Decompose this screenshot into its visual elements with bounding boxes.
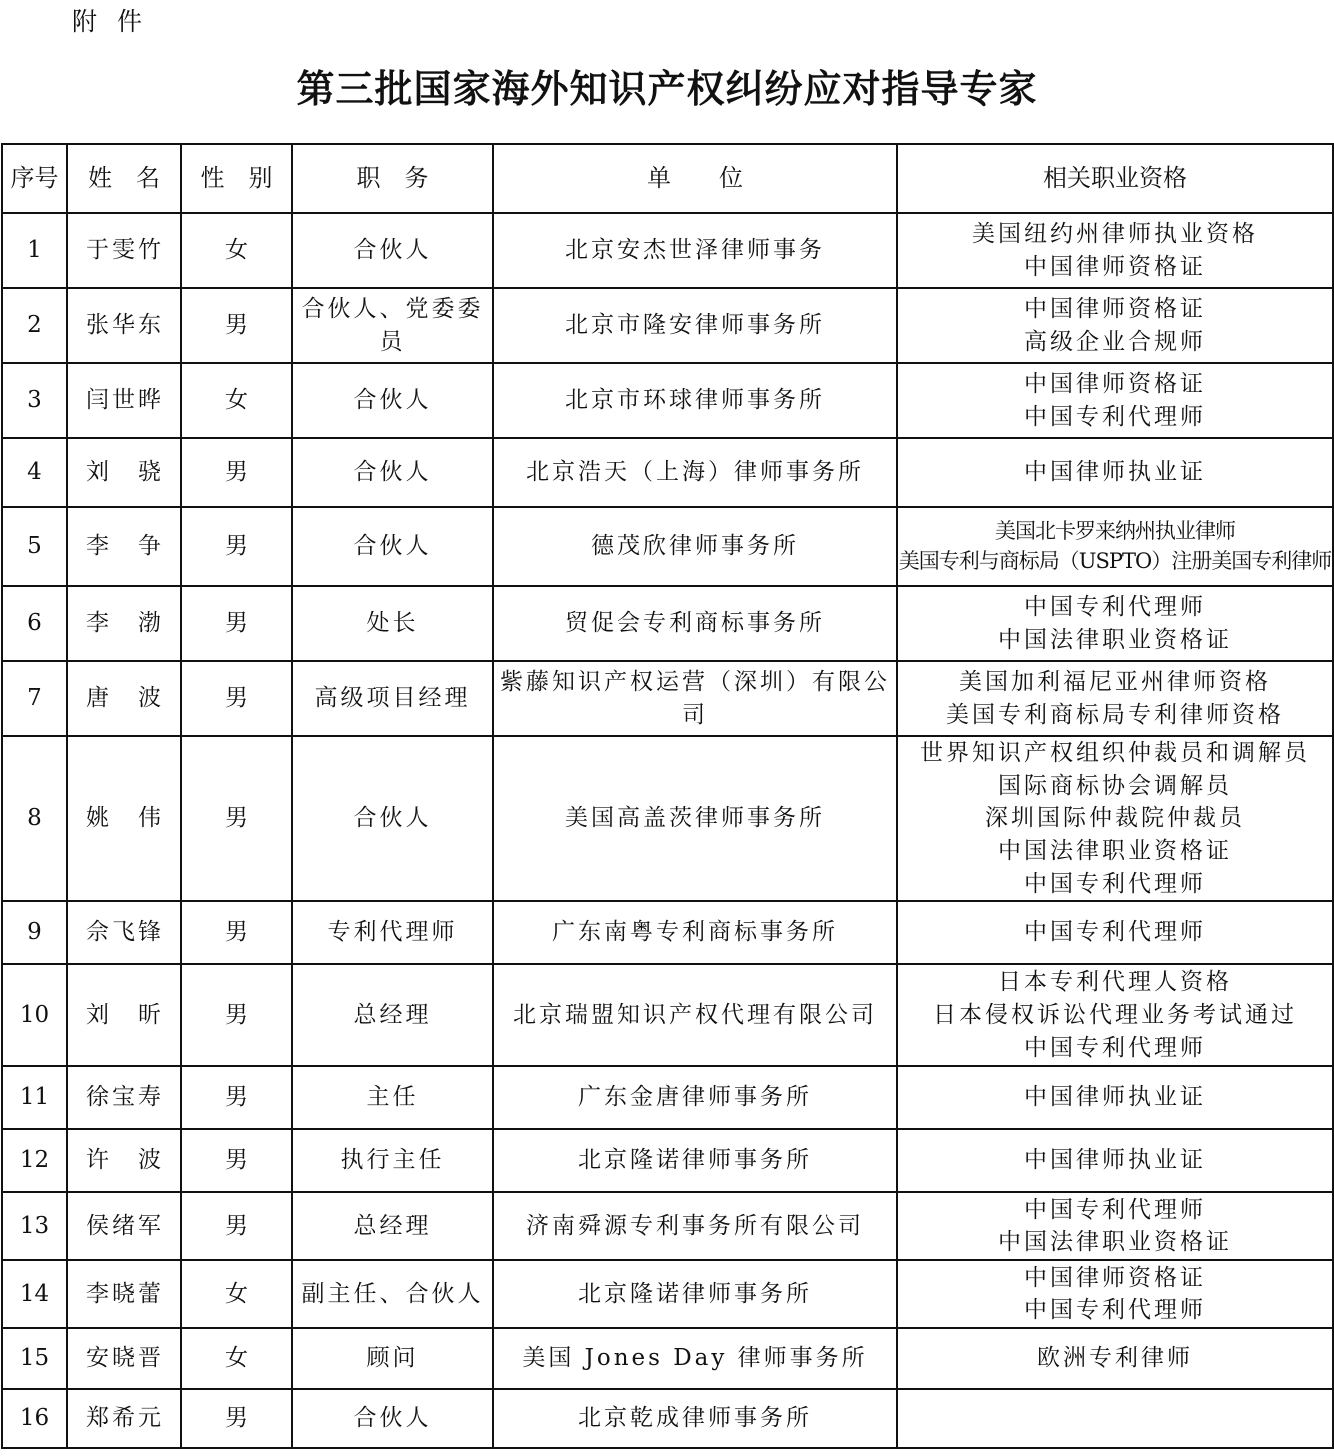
expert-name: 姚 伟: [67, 736, 181, 901]
qualification-line: 中国律师资格证: [1024, 295, 1206, 322]
col-header-gender: 性 别: [181, 144, 292, 213]
qualification-line: 中国专利代理师: [1024, 919, 1206, 946]
qualification-line: 中国律师执业证: [1024, 459, 1206, 486]
expert-organization: 贸促会专利商标事务所: [493, 586, 897, 661]
expert-organization: 北京瑞盟知识产权代理有限公司: [493, 964, 897, 1066]
expert-qualifications: [897, 1328, 1333, 1389]
expert-qualifications: [897, 1260, 1333, 1328]
expert-gender: 女: [181, 1328, 292, 1389]
row-number: 7: [2, 661, 67, 736]
expert-name: 李晓蕾: [67, 1260, 181, 1328]
expert-gender: 女: [181, 363, 292, 438]
row-number: 2: [2, 288, 67, 363]
expert-position: 高级项目经理: [292, 661, 493, 736]
expert-position: 合伙人、党委委员: [292, 288, 493, 363]
expert-gender: 男: [181, 438, 292, 507]
expert-gender: 男: [181, 1129, 292, 1192]
row-number: 1: [2, 213, 67, 288]
table-row: [2, 1192, 1333, 1260]
expert-name: 佘飞锋: [67, 901, 181, 964]
qualification-line: 世界知识产权组织仲裁员和调解员: [920, 740, 1310, 766]
expert-organization: 北京市环球律师事务所: [493, 363, 897, 438]
table-row: [2, 901, 1333, 964]
row-number: 10: [2, 964, 67, 1066]
col-header-quals: 相关职业资格: [897, 144, 1333, 213]
expert-organization: 北京乾成律师事务所: [493, 1389, 897, 1448]
expert-position: 合伙人: [292, 363, 493, 438]
table-row: [2, 586, 1333, 661]
row-number: 4: [2, 438, 67, 507]
expert-qualifications: [897, 507, 1333, 586]
expert-name: 徐宝寿: [67, 1066, 181, 1129]
row-number: 9: [2, 901, 67, 964]
expert-position: 执行主任: [292, 1129, 493, 1192]
expert-gender: 男: [181, 586, 292, 661]
table-row: [2, 736, 1333, 901]
qualification-line: 深圳国际仲裁院仲裁员: [985, 805, 1245, 832]
expert-name: 郑希元: [67, 1389, 181, 1448]
expert-gender: 男: [181, 964, 292, 1066]
qualification-line: 欧洲专利律师: [1037, 1345, 1193, 1372]
table-row: [2, 1066, 1333, 1129]
col-header-position: 职 务: [292, 144, 493, 213]
expert-gender: 男: [181, 1389, 292, 1448]
expert-organization: 北京安杰世泽律师事务: [493, 213, 897, 288]
row-number: 3: [2, 363, 67, 438]
col-header-name: 姓 名: [67, 144, 181, 213]
expert-qualifications: [897, 1389, 1333, 1448]
expert-organization: 紫藤知识产权运营（深圳）有限公司: [493, 661, 897, 736]
expert-organization: 北京隆诺律师事务所: [493, 1129, 897, 1192]
col-header-org: 单 位: [493, 144, 897, 213]
qualification-line: 中国律师资格证: [1024, 1264, 1206, 1291]
table-row: [2, 1389, 1333, 1448]
qualification-line: 美国专利商标局专利律师资格: [946, 701, 1284, 728]
qualification-line: 美国加利福尼亚州律师资格: [959, 668, 1271, 695]
qualification-line: 中国律师资格证: [1024, 253, 1206, 280]
expert-position: 合伙人: [292, 438, 493, 507]
expert-gender: 男: [181, 901, 292, 964]
qualification-line: 中国法律职业资格证: [998, 1229, 1232, 1256]
expert-gender: 男: [181, 1066, 292, 1129]
expert-qualifications: [897, 288, 1333, 363]
row-number: 16: [2, 1389, 67, 1448]
row-number: 6: [2, 586, 67, 661]
expert-qualifications: [897, 736, 1333, 901]
table-row: [2, 438, 1333, 507]
expert-name: 李 争: [67, 507, 181, 586]
row-number: 8: [2, 736, 67, 901]
expert-position: 顾问: [292, 1328, 493, 1389]
expert-qualifications: [897, 1192, 1333, 1260]
expert-name: 安晓晋: [67, 1328, 181, 1389]
expert-name: 张华东: [67, 288, 181, 363]
qualification-line: 中国律师执业证: [1024, 1084, 1206, 1111]
qualification-line: 中国专利代理师: [1024, 593, 1206, 620]
expert-organization: 广东金唐律师事务所: [493, 1066, 897, 1129]
expert-gender: 男: [181, 1192, 292, 1260]
row-number: 15: [2, 1328, 67, 1389]
expert-position: 总经理: [292, 1192, 493, 1260]
qualification-line: 中国专利代理师: [1024, 870, 1206, 897]
qualification-line: 国际商标协会调解员: [998, 772, 1232, 799]
expert-organization: 德茂欣律师事务所: [493, 507, 897, 586]
qualification-line: 中国专利代理师: [1024, 403, 1206, 430]
qualification-line: 美国北卡罗来纳州执业律师: [995, 518, 1235, 543]
expert-qualifications: [897, 661, 1333, 736]
expert-qualifications: [897, 901, 1333, 964]
table-header-row: [2, 144, 1333, 213]
expert-organization: 美国高盖茨律师事务所: [493, 736, 897, 901]
table-row: [2, 288, 1333, 363]
expert-qualifications: [897, 363, 1333, 438]
expert-name: 于雯竹: [67, 213, 181, 288]
expert-gender: 男: [181, 288, 292, 363]
page-title: 第三批国家海外知识产权纠纷应对指导专家: [296, 67, 1038, 111]
table-row: [2, 213, 1333, 288]
expert-position: 合伙人: [292, 736, 493, 901]
qualification-line: 中国律师执业证: [1024, 1147, 1206, 1174]
expert-name: 李 渤: [67, 586, 181, 661]
expert-name: 闫世晔: [67, 363, 181, 438]
expert-name: 唐 波: [67, 661, 181, 736]
qualification-line: 日本专利代理人资格: [998, 969, 1232, 996]
expert-qualifications: [897, 586, 1333, 661]
qualification-line: 高级企业合规师: [1024, 328, 1206, 355]
qualification-line: 中国专利代理师: [1024, 1297, 1206, 1324]
expert-position: 专利代理师: [292, 901, 493, 964]
qualification-line: 美国专利与商标局（USPTO）注册美国专利律师: [898, 548, 1332, 573]
expert-organization: 广东南粤专利商标事务所: [493, 901, 897, 964]
table-row: [2, 1260, 1333, 1328]
expert-name: 侯绪军: [67, 1192, 181, 1260]
expert-gender: 男: [181, 736, 292, 901]
expert-qualifications: [897, 1066, 1333, 1129]
expert-gender: 男: [181, 507, 292, 586]
row-number: 14: [2, 1260, 67, 1328]
expert-organization: 北京隆诺律师事务所: [493, 1260, 897, 1328]
expert-position: 总经理: [292, 964, 493, 1066]
expert-position: 合伙人: [292, 507, 493, 586]
expert-position: 处长: [292, 586, 493, 661]
qualification-line: 中国法律职业资格证: [998, 626, 1232, 653]
table-row: [2, 507, 1333, 586]
expert-qualifications: [897, 964, 1333, 1066]
row-number: 13: [2, 1192, 67, 1260]
expert-qualifications: [897, 1129, 1333, 1192]
expert-position: 主任: [292, 1066, 493, 1129]
qualification-line: 中国专利代理师: [1024, 1034, 1206, 1061]
qualification-line: 日本侵权诉讼代理业务考试通过: [933, 1001, 1297, 1028]
table-row: [2, 1328, 1333, 1389]
expert-qualifications: [897, 438, 1333, 507]
expert-gender: 女: [181, 213, 292, 288]
row-number: 12: [2, 1129, 67, 1192]
table-row: [2, 964, 1333, 1066]
table-row: [2, 661, 1333, 736]
table-row: [2, 363, 1333, 438]
table-row: [2, 1129, 1333, 1192]
attachment-label: 附 件: [72, 7, 148, 36]
expert-gender: 女: [181, 1260, 292, 1328]
col-header-no: 序号: [2, 144, 67, 213]
expert-name: 许 波: [67, 1129, 181, 1192]
expert-position: 合伙人: [292, 213, 493, 288]
expert-name: 刘 骁: [67, 438, 181, 507]
qualification-line: 中国专利代理师: [1024, 1196, 1206, 1223]
qualification-line: 中国法律职业资格证: [998, 837, 1232, 864]
expert-gender: 男: [181, 661, 292, 736]
expert-organization: 济南舜源专利事务所有限公司: [493, 1192, 897, 1260]
expert-position: 副主任、合伙人: [292, 1260, 493, 1328]
expert-organization: 北京浩天（上海）律师事务所: [493, 438, 897, 507]
expert-organization: 北京市隆安律师事务所: [493, 288, 897, 363]
expert-name: 刘 昕: [67, 964, 181, 1066]
qualification-line: 中国律师资格证: [1024, 370, 1206, 397]
row-number: 11: [2, 1066, 67, 1129]
expert-qualifications: [897, 213, 1333, 288]
expert-position: 合伙人: [292, 1389, 493, 1448]
qualification-line: 美国纽约州律师执业资格: [972, 220, 1258, 247]
row-number: 5: [2, 507, 67, 586]
expert-organization: 美国 Jones Day 律师事务所: [493, 1328, 897, 1389]
experts-table: [1, 143, 1334, 1449]
